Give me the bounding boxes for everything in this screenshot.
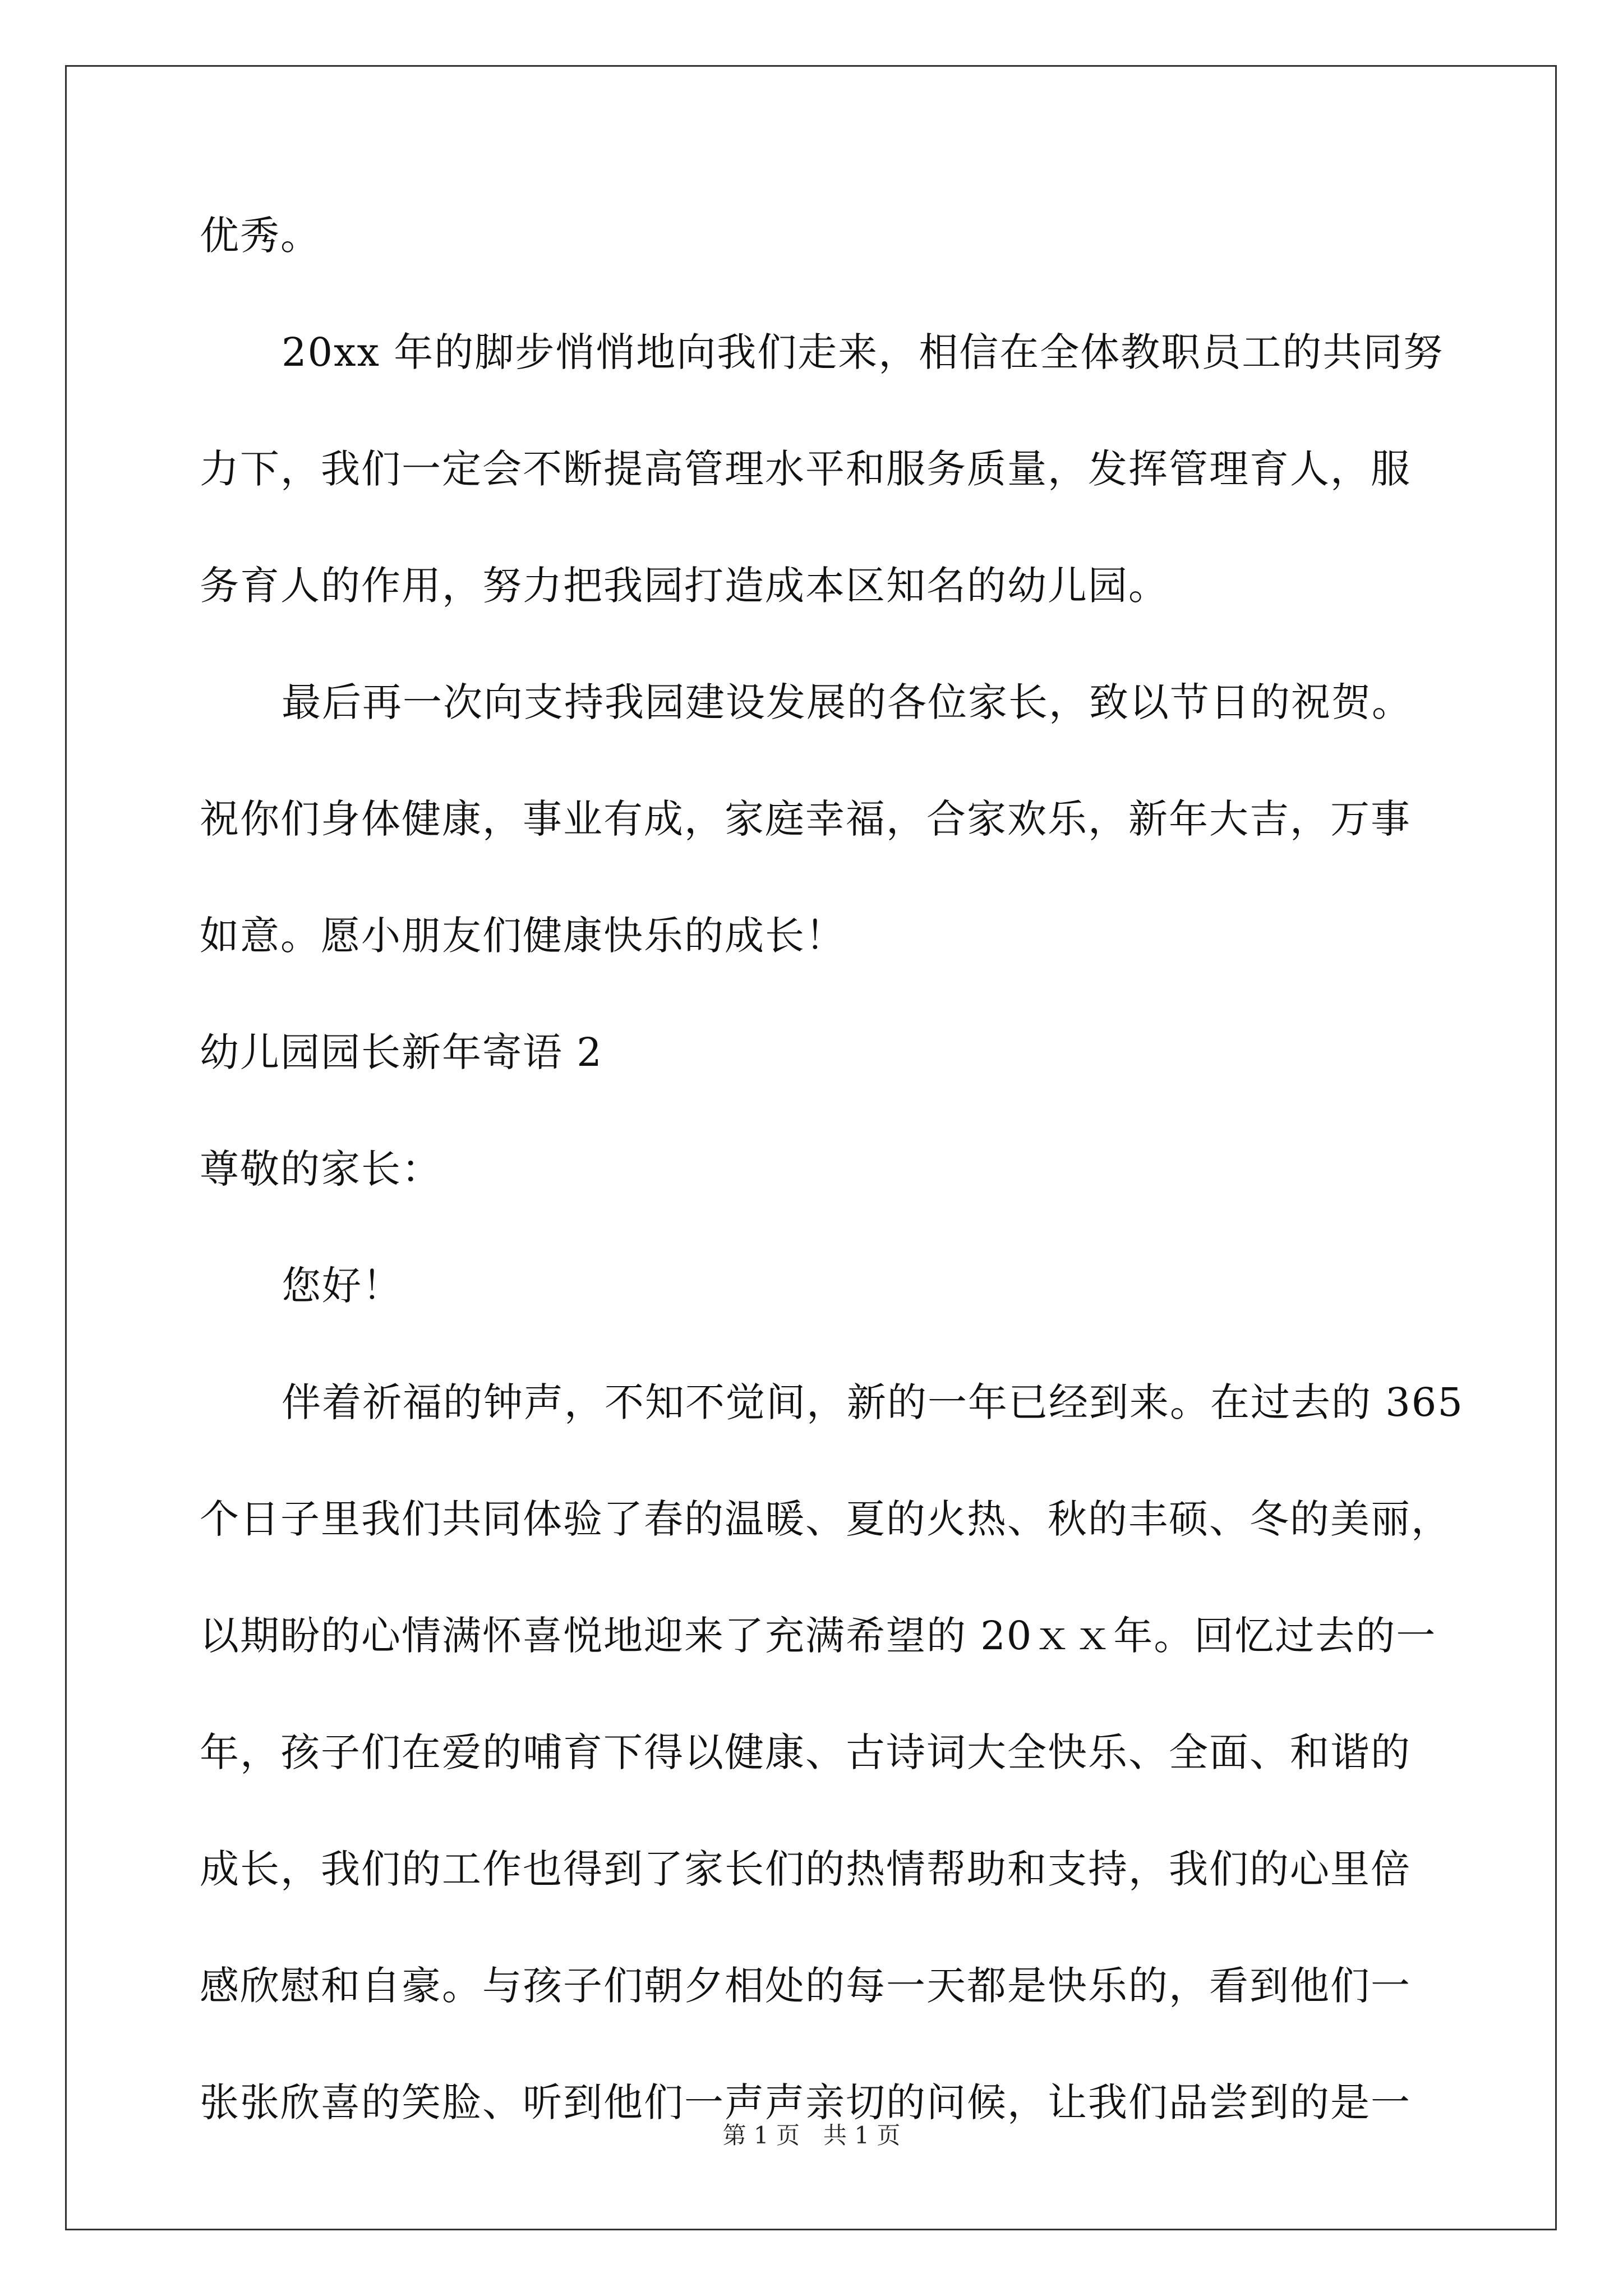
page-number: 第 1 页 <box>722 2122 800 2149</box>
text-line: 以期盼的心情满怀喜悦地迎来了充满希望的 20ｘｘ年。回忆过去的一 <box>200 1613 1437 1659</box>
salutation: 尊敬的家长： <box>200 1146 442 1192</box>
page-total: 共 1 页 <box>823 2122 901 2149</box>
text-line: 20xx 年的脚步悄悄地向我们走来，相信在全体教职员工的共同努 <box>282 329 1444 375</box>
text-line: 年，孩子们在爱的哺育下得以健康、古诗词大全快乐、全面、和谐的 <box>200 1729 1411 1775</box>
text-line: 力下，我们一定会不断提高管理水平和服务质量，发挥管理育人，服 <box>200 446 1411 492</box>
section-heading: 幼儿园园长新年寄语 2 <box>200 1029 603 1075</box>
text-line: 感欣慰和自豪。与孩子们朝夕相处的每一天都是快乐的，看到他们一 <box>200 1963 1411 2009</box>
text-line: 张张欣喜的笑脸、听到他们一声声亲切的问候，让我们品尝到的是一 <box>200 2079 1411 2125</box>
text-line: 最后再一次向支持我园建设发展的各位家长，致以节日的祝贺。 <box>282 679 1412 725</box>
text-line: 祝你们身体健康，事业有成，家庭幸福，合家欢乐，新年大吉，万事 <box>200 796 1411 842</box>
text-line: 务育人的作用，努力把我园打造成本区知名的幼儿园。 <box>200 563 1169 609</box>
text-line: 成长，我们的工作也得到了家长们的热情帮助和支持，我们的心里倍 <box>200 1846 1411 1892</box>
text-line: 个日子里我们共同体验了春的温暖、夏的火热、秋的丰硕、冬的美丽， <box>200 1496 1451 1542</box>
text-line: 优秀。 <box>200 213 321 259</box>
text-line: 如意。愿小朋友们健康快乐的成长！ <box>200 913 846 959</box>
text-line: 伴着祈福的钟声，不知不觉间，新的一年已经到来。在过去的 365 <box>282 1379 1464 1425</box>
page-footer <box>0 2122 1623 2150</box>
greeting: 您好！ <box>282 1263 403 1309</box>
